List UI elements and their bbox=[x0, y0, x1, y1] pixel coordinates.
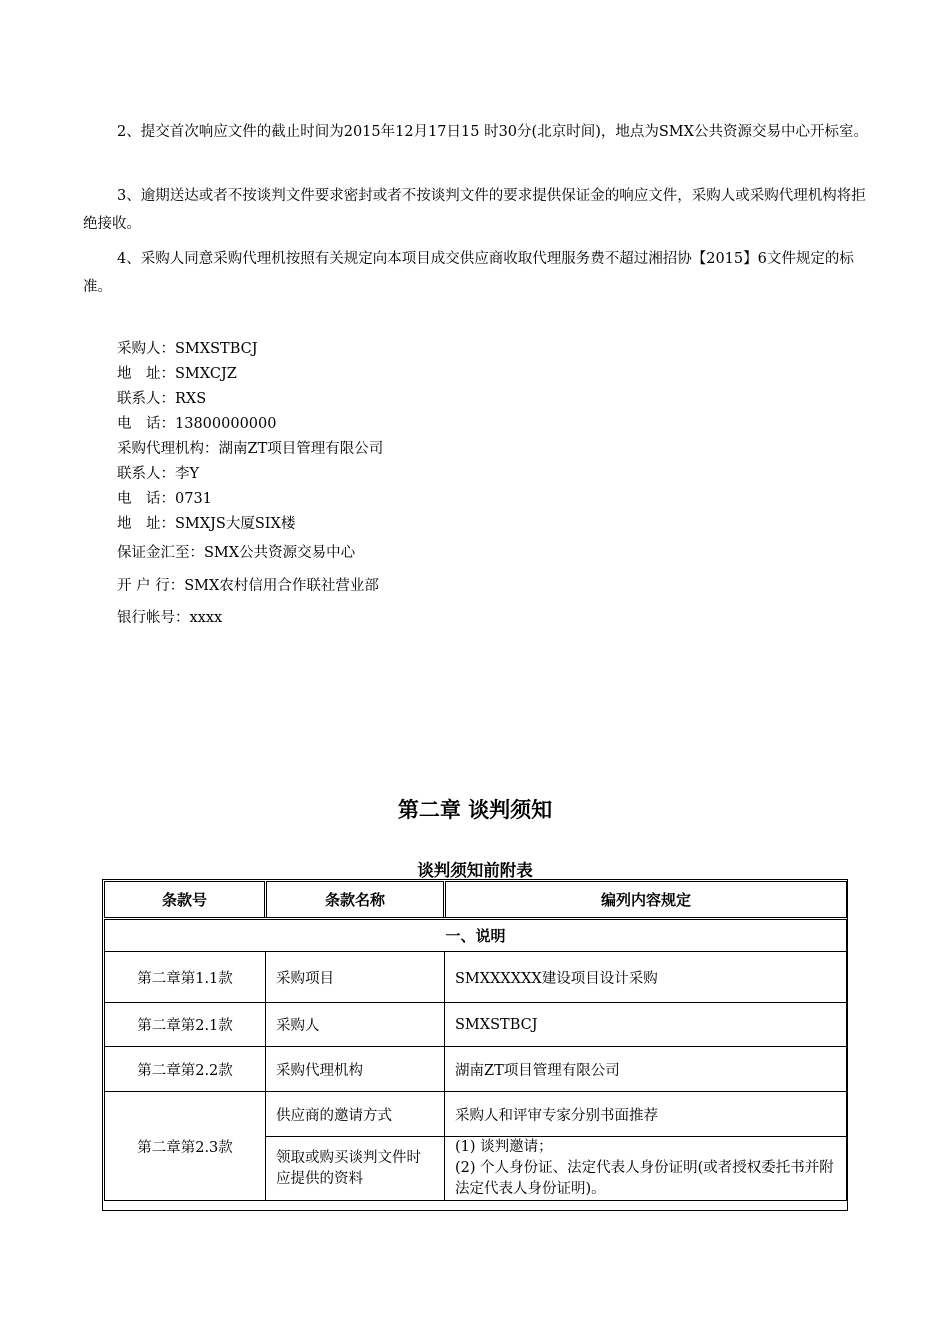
section-title: 一、说明 bbox=[105, 919, 847, 952]
contact-info-block bbox=[117, 337, 383, 537]
content-cell: SMXXXXXX建设项目设计采购 bbox=[445, 952, 847, 1003]
clause-cell: 第二章第1.1款 bbox=[105, 952, 266, 1003]
content-cell: SMXSTBCJ bbox=[445, 1003, 847, 1047]
deposit-account-line: 银行帐号：xxxx bbox=[117, 610, 223, 626]
paragraph-rejection: 3、逾期送达或者不按谈判文件要求密封或者不按谈判文件的要求提供保证金的响应文件，采购人或采购代理机构将拒绝接收。 bbox=[83, 188, 866, 232]
clause-cell: 第二章第2.3款 bbox=[105, 1092, 266, 1201]
purchaser-address-line: 地 址：SMXCJZ bbox=[117, 366, 237, 382]
paragraph-agency-fee: 4、采购人同意采购代理机按照有关规定向本项目成交供应商收取代理服务费不超过湘招协【2015】6文件规定的标准。 bbox=[83, 251, 854, 295]
clause-cell: 第二章第2.1款 bbox=[105, 1003, 266, 1047]
deposit-bank-line: 开 户 行：SMX农村信用合作联社营业部 bbox=[117, 578, 379, 594]
name-cell: 采购代理机构 bbox=[266, 1047, 445, 1092]
table-row bbox=[105, 1047, 847, 1092]
agency-phone-line: 电 话：0731 bbox=[117, 491, 212, 507]
content-line: (1) 谈判邀请； bbox=[455, 1139, 553, 1155]
table-row bbox=[105, 952, 847, 1003]
purchaser-phone-line: 电 话：13800000000 bbox=[117, 416, 277, 432]
table-header-row bbox=[105, 882, 847, 919]
header-content: 编列内容规定 bbox=[445, 882, 847, 919]
agency-address-line: 地 址：SMXJS大厦SIX楼 bbox=[117, 516, 296, 532]
purchaser-line: 采购人：SMXSTBCJ bbox=[117, 341, 258, 357]
header-clause-no: 条款号 bbox=[105, 882, 266, 919]
paragraph-deadline: 2、提交首次响应文件的截止时间为2015年12月17日15 时30分(北京时间)，地点为SMX公共资源交易中心开标室。 bbox=[117, 124, 868, 140]
table-row bbox=[105, 1092, 847, 1137]
content-line: (2) 个人身份证、法定代表人身份证明(或者授权委托书并附法定代表人身份证明)。 bbox=[455, 1160, 834, 1197]
purchaser-contact-line: 联系人：RXS bbox=[117, 391, 207, 407]
name-cell: 采购项目 bbox=[266, 952, 445, 1003]
negotiation-notice-table bbox=[104, 881, 847, 1201]
header-clause-name: 条款名称 bbox=[266, 882, 445, 919]
table-caption: 谈判须知前附表 bbox=[417, 861, 533, 880]
name-cell: 采购人 bbox=[266, 1003, 445, 1047]
chapter-title: 第二章 谈判须知 bbox=[397, 798, 553, 822]
agency-contact-line: 联系人：李Y bbox=[117, 466, 200, 482]
content-cell bbox=[445, 1137, 847, 1201]
agency-line: 采购代理机构：湖南ZT项目管理有限公司 bbox=[117, 441, 384, 457]
name-cell: 领取或购买谈判文件时应提供的资料 bbox=[266, 1137, 445, 1201]
table-section-row bbox=[105, 919, 847, 952]
deposit-payee-line: 保证金汇至：SMX公共资源交易中心 bbox=[117, 545, 356, 561]
table-row bbox=[105, 1003, 847, 1047]
content-cell: 采购人和评审专家分别书面推荐 bbox=[445, 1092, 847, 1137]
clause-cell: 第二章第2.2款 bbox=[105, 1047, 266, 1092]
name-cell: 供应商的邀请方式 bbox=[266, 1092, 445, 1137]
content-cell: 湖南ZT项目管理有限公司 bbox=[445, 1047, 847, 1092]
